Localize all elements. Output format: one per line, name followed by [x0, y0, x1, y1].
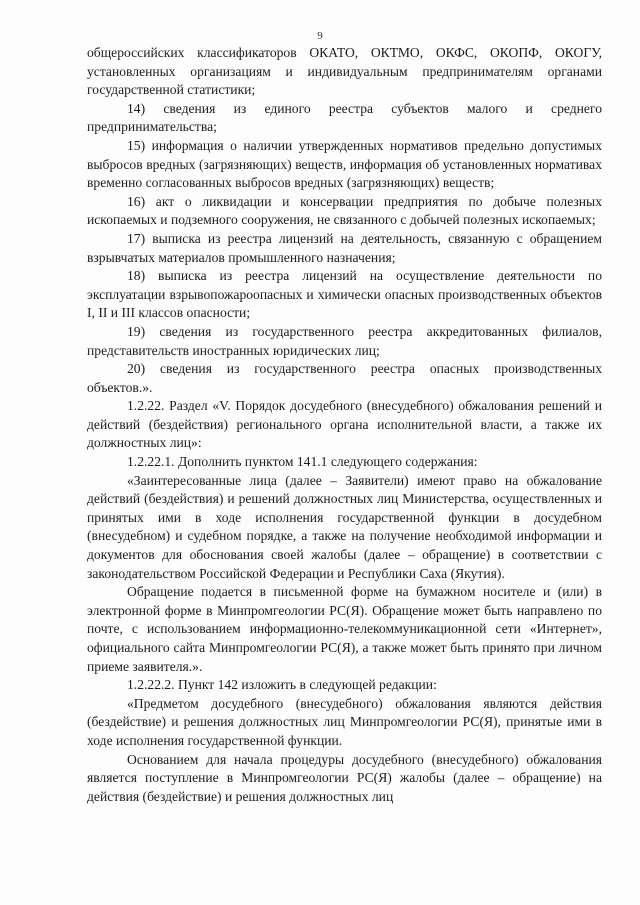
paragraph-item-19: 19) сведения из государственного реестра аккредитованных филиалов, представительств иностранных юридических лиц; [87, 323, 602, 358]
paragraph-item-16: 16) акт о ликвидации и консервации предприятия по добыче полезных ископаемых и подземного сооружения, не связанного с добычей полезных ископаемых; [87, 193, 602, 228]
paragraph-grounds-for-appeal: Основанием для начала процедуры досудебного (внесудебного) обжалования является поступление в Минпромгеологии РС(Я) жалобы (далее – обращение) на действия (бездействие) и решения должностных лиц [87, 751, 602, 804]
paragraph-section-1-2-22-2: 1.2.22.2. Пункт 142 изложить в следующей редакции: [127, 677, 437, 693]
paragraph-item-17: 17) выписка из реестра лицензий на деятельность, связанную с обращением взрывчатых материалов промышленного назначения; [87, 230, 602, 265]
paragraph-subject-of-appeal: «Предметом досудебного (внесудебного) обжалования являются действия (бездействие) и решения должностных лиц Минпромгеологии РС(Я), принятые ими в ходе исполнения государственной функции. [87, 695, 602, 748]
paragraph-interested-persons: «Заинтересованные лица (далее – Заявители) имеют право на обжалование действий (бездействия) и решений должностных лиц Министерства, осуществленных и принятых ими в ходе исполнения государственной функции в досудебном (внесудебном) и судебном порядке, а также на получение необходимой информации и документов для обоснования своей жалобы (далее – обращение) в соответствии с законодательством Российской Федерации и Республики Саха (Якутия). [87, 472, 602, 581]
page-number: 9 [317, 30, 323, 42]
paragraph-item-14: 14) сведения из единого реестра субъектов малого и среднего предпринимательства; [87, 100, 602, 135]
paragraph-classifiers: общероссийских классификаторов ОКАТО, ОКТМО, ОКФС, ОКОПФ, ОКОГУ, установленных организациям и индивидуальным предпринимателям органами государственной статистики; [87, 45, 602, 98]
paragraph-item-15: 15) информация о наличии утвержденных нормативов предельно допустимых выбросов вредных (загрязняющих) веществ, информация об установленных нормативах временно согласованных выбросов вредных (загрязняющих) веществ; [87, 137, 602, 191]
paragraph-section-1-2-22-1: 1.2.22.1. Дополнить пунктом 141.1 следующего содержания: [127, 454, 478, 470]
document-body [87, 44, 602, 806]
paragraph-item-18: 18) выписка из реестра лицензий на осуществление деятельности по эксплуатации взрывопожароопасных и химически опасных производственных объектов I, II и III классов опасности; [87, 268, 602, 321]
paragraph-item-20: 20) сведения из государственного реестра опасных производственных объектов.». [87, 361, 602, 395]
paragraph-section-1-2-22: 1.2.22. Раздел «V. Порядок досудебного (внесудебного) обжалования решений и действий (бездействия) регионального органа исполнительной власти, а также их должностных лиц»: [87, 398, 602, 451]
paragraph-appeal-form: Обращение подается в письменной форме на бумажном носителе и (или) в электронной форме в Минпромгеологии РС(Я). Обращение может быть направлено по почте, с использованием информационно-телекоммуникационной сети «Интернет», официального сайта Минпромгеологии РС(Я), а также может быть принято при личном приеме заявителя.». [87, 584, 602, 674]
